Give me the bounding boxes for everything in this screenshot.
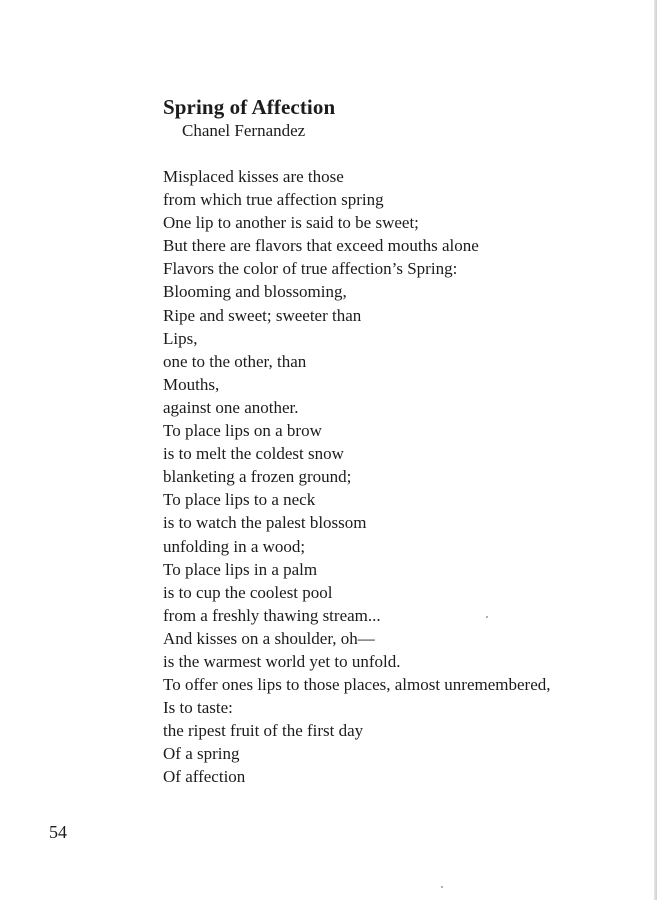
scan-speck: [486, 616, 488, 618]
poem-line: is to melt the coldest snow: [163, 444, 344, 464]
poem-title: Spring of Affection: [163, 95, 336, 119]
poem-line: Mouths,: [163, 374, 220, 394]
poem-line: To place lips to a neck: [163, 490, 316, 510]
poem-line: And kisses on a shoulder, oh—: [163, 628, 375, 648]
poem-line: the ripest fruit of the first day: [163, 721, 364, 741]
poem-line: from which true affection spring: [163, 190, 384, 210]
poem-line: is the warmest world yet to unfold.: [163, 651, 401, 671]
poem-line: Of a spring: [163, 744, 240, 764]
poem-line: is to watch the palest blossom: [163, 513, 367, 533]
poem-author: Chanel Fernandez: [182, 121, 306, 140]
poem-line: is to cup the coolest pool: [163, 582, 333, 602]
poem-line: Is to taste:: [163, 698, 233, 718]
poem-line: But there are flavors that exceed mouths alone: [163, 236, 479, 256]
page-number: 54: [49, 822, 67, 842]
poem-line: Lips,: [163, 328, 198, 348]
poem-body: [163, 165, 613, 789]
poem-line: from a freshly thawing stream...: [163, 605, 381, 625]
poem-line: blanketing a frozen ground;: [163, 467, 352, 487]
poem-line: one to the other, than: [163, 351, 307, 371]
poem-line: Of affection: [163, 767, 246, 787]
poem-line: unfolding in a wood;: [163, 536, 306, 556]
poem-line: To place lips on a brow: [163, 421, 322, 441]
poem-line: To offer ones lips to those places, almost unremembered,: [163, 675, 551, 695]
scan-speck: [441, 886, 443, 888]
poem-line: Blooming and blossoming,: [163, 282, 347, 302]
poem-line: Ripe and sweet; sweeter than: [163, 305, 362, 325]
poem-line: Flavors the color of true affection’s Spring:: [163, 259, 458, 279]
poem-line: Misplaced kisses are those: [163, 167, 344, 186]
poem-line: To place lips in a palm: [163, 559, 318, 579]
poem-line: One lip to another is said to be sweet;: [163, 213, 419, 233]
poem-line: against one another.: [163, 397, 299, 417]
